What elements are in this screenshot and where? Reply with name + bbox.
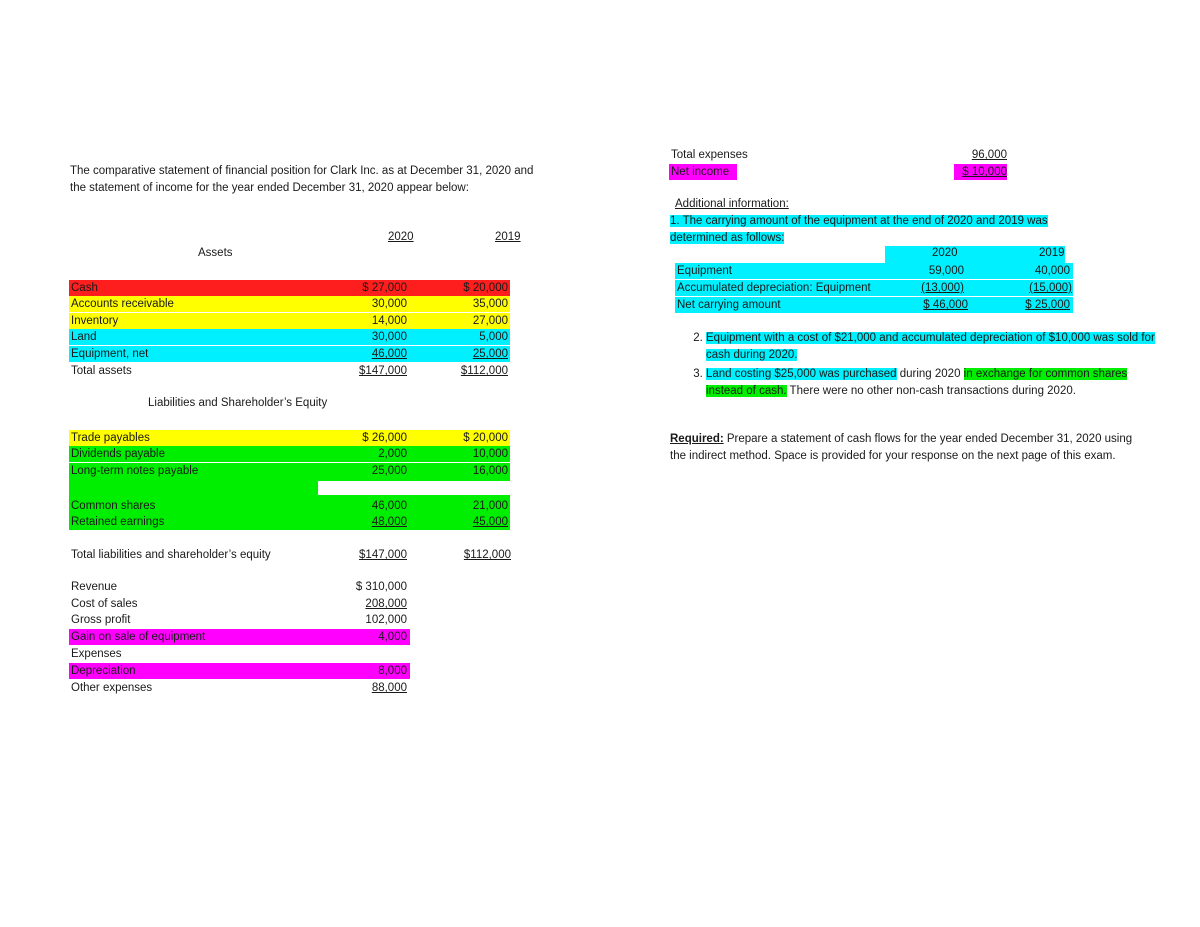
value-2019: $ 25,000 (1025, 299, 1070, 311)
assets-heading: Assets (198, 247, 233, 259)
required-text: Prepare a statement of cash flows for the year ended December 31, 2020 using the indirect method. Space is provided for your response on the next page of this exam. (670, 433, 1133, 462)
row-label: Expenses (71, 648, 122, 660)
table-row (69, 498, 510, 514)
required-block (670, 431, 1140, 465)
equip-header-2019: 2019 (1039, 247, 1065, 259)
row-label: Accounts receivable (71, 298, 174, 310)
note-2 (706, 330, 1166, 364)
highlight-band (69, 479, 510, 497)
row-label: Gain on sale of equipment (71, 631, 206, 643)
header-2019: 2019 (495, 231, 521, 243)
row-label: Total assets (71, 365, 132, 377)
table-row (69, 363, 510, 379)
row-label: Total liabilities and shareholder’s equity (71, 549, 271, 561)
value-2020: $ 26,000 (362, 432, 407, 444)
note-3-part-d: There were no other non-cash transactions during 2020. (786, 385, 1076, 397)
row-label: Equipment (677, 265, 732, 277)
table-row (69, 430, 510, 446)
note-3-part-b: during 2020 (896, 368, 964, 380)
value-2019: $ 20,000 (463, 282, 508, 294)
table-row (69, 514, 510, 530)
table-row (69, 579, 410, 595)
notes-list (680, 330, 1166, 402)
value-2019: $112,000 (463, 549, 511, 561)
table-row (69, 313, 510, 329)
row-label: Equipment, net (71, 348, 149, 360)
equip-header-2020: 2020 (932, 247, 958, 259)
table-row (69, 596, 410, 612)
value-2019: 16,000 (472, 465, 508, 477)
value-2020: 8,000 (378, 665, 407, 677)
note-1-text: 1. The carrying amount of the equipment at the end of 2020 and 2019 was determined as follows: (670, 215, 1048, 244)
value-2019: 40,000 (1034, 265, 1070, 277)
table-row (669, 147, 1009, 163)
note-3-part-a: Land costing $25,000 was purchased (706, 368, 897, 380)
value-2020: $ 46,000 (923, 299, 968, 311)
value-2020: $147,000 (359, 365, 407, 377)
table-row (69, 629, 410, 645)
row-label: Cost of sales (71, 598, 138, 610)
table-row (69, 547, 510, 563)
header-band (885, 246, 1065, 263)
value-2020: 30,000 (371, 331, 407, 343)
row-label: Trade payables (71, 432, 150, 444)
value-2020: 4,000 (378, 631, 407, 643)
value-2020: 48,000 (371, 516, 407, 528)
equip-header-row (675, 246, 1095, 263)
table-row (69, 680, 410, 696)
required-label: Required: (670, 433, 724, 445)
value-2019: 25,000 (472, 348, 508, 360)
value-2019: $112,000 (460, 365, 508, 377)
row-label: Net income (669, 164, 737, 180)
table-row (69, 463, 510, 479)
value-2020: 14,000 (371, 315, 407, 327)
liabilities-heading: Liabilities and Shareholder’s Equity (148, 397, 328, 409)
row-label: Depreciation (71, 665, 136, 677)
row-label: Total expenses (671, 149, 748, 161)
row-label: Inventory (71, 315, 119, 327)
value-2020: 2,000 (378, 448, 407, 460)
table-row (69, 612, 410, 628)
intro-text: The comparative statement of financial position for Clark Inc. as at December 31, 2020 and the statement of income for the year ended December 31, 2020 appear below: (70, 165, 534, 194)
row-label: Retained earnings (71, 516, 165, 528)
value-2020: $ 27,000 (362, 282, 407, 294)
table-row (69, 329, 510, 345)
table-row (69, 446, 510, 462)
value-2020: 59,000 (928, 265, 964, 277)
value-2020: 30,000 (371, 298, 407, 310)
table-row (669, 164, 1009, 180)
value-2020: 88,000 (371, 682, 407, 694)
value-2020: (13,000) (921, 282, 964, 294)
value-2019: (15,000) (1029, 282, 1072, 294)
additional-title: Additional information: (675, 198, 789, 210)
value-2019: 45,000 (472, 516, 508, 528)
value-2020: 25,000 (371, 465, 407, 477)
value-2019: 27,000 (472, 315, 508, 327)
table-row (69, 346, 510, 362)
value-2019: 5,000 (479, 331, 508, 343)
row-label: Gross profit (71, 614, 131, 626)
value-2019: 10,000 (472, 448, 508, 460)
value-2019: 35,000 (472, 298, 508, 310)
row-label: Dividends payable (71, 448, 165, 460)
value-2019: $ 20,000 (463, 432, 508, 444)
value-2020: 208,000 (365, 598, 407, 610)
row-label: Net carrying amount (677, 299, 781, 311)
note-3 (706, 366, 1166, 400)
table-row (675, 280, 1073, 296)
row-label: Common shares (71, 500, 156, 512)
value: 96,000 (971, 149, 1007, 161)
row-label: Cash (71, 282, 98, 294)
table-row (69, 646, 410, 662)
value-2020: $ 310,000 (355, 581, 407, 593)
table-row (675, 263, 1073, 279)
table-row (69, 296, 510, 312)
header-2020: 2020 (388, 231, 414, 243)
table-row (69, 280, 510, 296)
value-2020: 46,000 (371, 348, 407, 360)
table-row (675, 297, 1073, 313)
row-label: Long-term notes payable (71, 465, 199, 477)
note-3-part-c: in exchange for common shares instead of cash. (706, 368, 1128, 397)
row-label: Accumulated depreciation: Equipment (677, 282, 871, 294)
note-2-text: Equipment with a cost of $21,000 and accumulated depreciation of $10,000 was sold for cash during 2020. (706, 332, 1155, 361)
value: $ 10,000 (954, 164, 1007, 180)
note-1 (670, 213, 1098, 247)
value-2020: 46,000 (371, 500, 407, 512)
table-row (69, 663, 410, 679)
row-label: Other expenses (71, 682, 153, 694)
row-label: Land (71, 331, 97, 343)
value-2019: 21,000 (472, 500, 508, 512)
value-2020: 102,000 (365, 614, 407, 626)
blank-cell (318, 481, 510, 495)
value-2020: $147,000 (359, 549, 407, 561)
row-label: Revenue (71, 581, 118, 593)
